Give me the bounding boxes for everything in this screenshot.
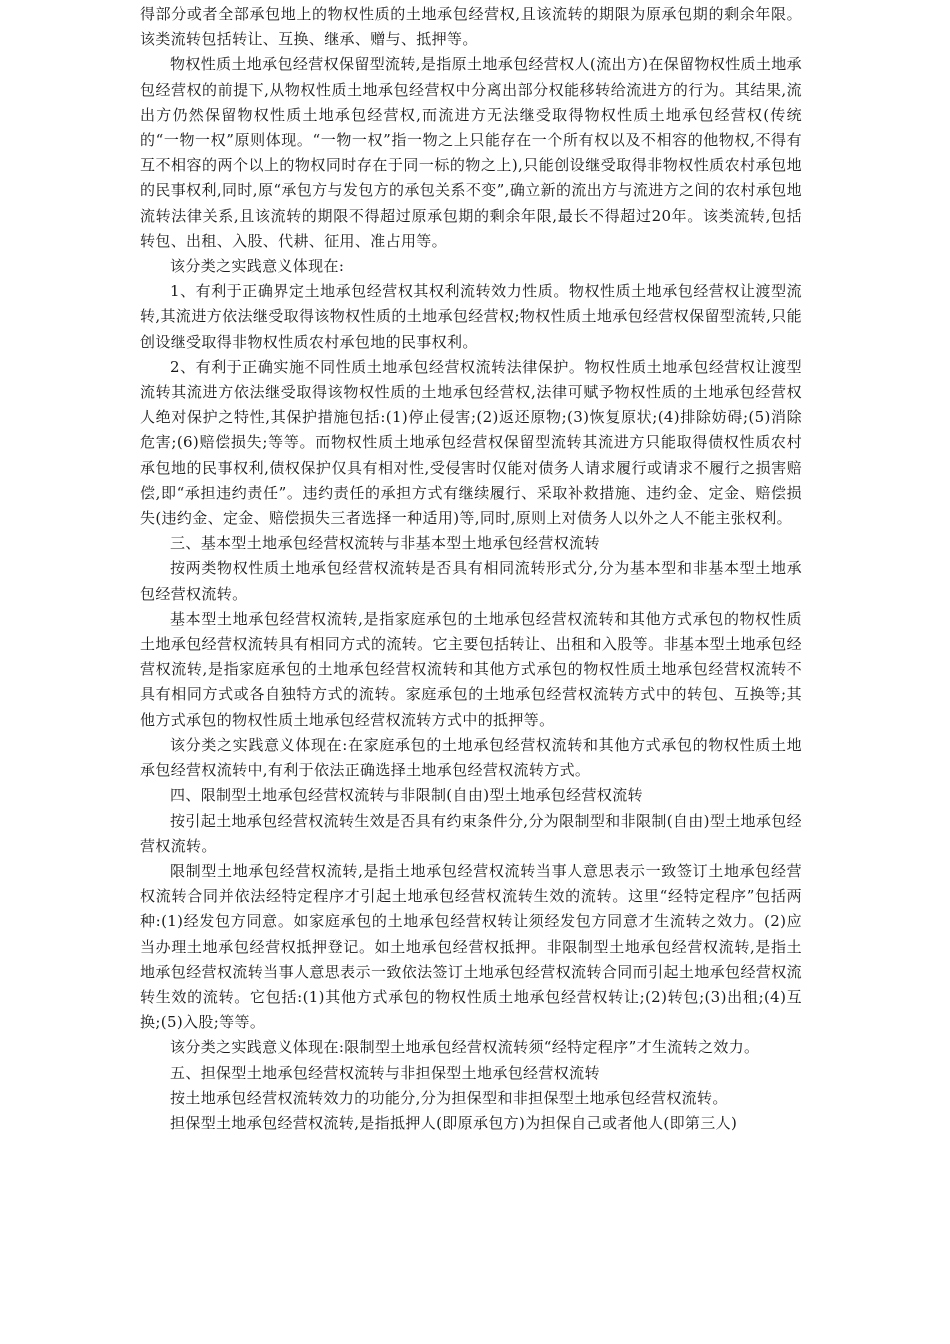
section-heading-5: 五、担保型土地承包经营权流转与非担保型土地承包经营权流转 — [170, 1063, 600, 1082]
paragraph-continuation: 得部分或者全部承包地上的物权性质的土地承包经营权,且该流转的期限为原承包期的剩余年限。该类流转包括转让、互换、继承、赠与、抵押等。 — [140, 5, 802, 49]
paragraph-guarantee-classification: 按土地承包经营权流转效力的功能分,分为担保型和非担保型土地承包经营权流转。 — [170, 1088, 728, 1107]
paragraph-significance-1: 1、有利于正确界定土地承包经营权其权利流转效力性质。物权性质土地承包经营权让渡型流转,其流进方依法继受取得该物权性质的土地承包经营权;物权性质土地承包经营权保留型流转,只能创设继受取得非物权性质农村承包地的民事权利。 — [140, 282, 802, 351]
section-heading-4: 四、限制型土地承包经营权流转与非限制(自由)型土地承包经营权流转 — [170, 786, 643, 805]
paragraph-significance-intro: 该分类之实践意义体现在: — [170, 257, 345, 276]
paragraph-restricted-classification: 按引起土地承包经营权流转生效是否具有约束条件分,分为限制型和非限制(自由)型土地承包经营权流转。 — [140, 811, 802, 855]
paragraph-basic-definition: 基本型土地承包经营权流转,是指家庭承包的土地承包经营权流转和其他方式承包的物权性质土地承包经营权流转具有相同方式的流转。它主要包括转让、出租和入股等。非基本型土地承包经营权流转,是指家庭承包的土地承包经营权流转和其他方式承包的物权性质土地承包经营权流转不具有相同方式或各自独特方式的流转。家庭承包的土地承包经营权流转方式中的转包、互换等;其他方式承包的物权性质土地承包经营权流转方式中的抵押等。 — [140, 609, 802, 729]
paragraph-guarantee-definition: 担保型土地承包经营权流转,是指抵押人(即原承包方)为担保自己或者他人(即第三人) — [170, 1113, 738, 1132]
paragraph-significance-2: 2、有利于正确实施不同性质土地承包经营权流转法律保护。物权性质土地承包经营权让渡型流转其流进方依法继受取得该物权性质的土地承包经营权,法律可赋予物权性质的土地承包经营权人绝对保护之特性,其保护措施包括:(1)停止侵害;(2)返还原物;(3)恢复原状;(4)排除妨碍;(5)消除危害;(6)赔偿损失;等等。而物权性质土地承包经营权保留型流转其流进方只能取得债权性质农村承包地的民事权利,债权保护仅具有相对性,受侵害时仅能对债务人请求履行或请求不履行之损害赔偿,即“承担违约责任”。违约责任的承担方式有继续履行、采取补救措施、违约金、定金、赔偿损失(违约金、定金、赔偿损失三者选择一种适用)等,同时,原则上对债务人以外之人不能主张权利。 — [140, 357, 802, 528]
paragraph-retention-transfer: 物权性质土地承包经营权保留型流转,是指原土地承包经营权人(流出方)在保留物权性质土地承包经营权的前提下,从物权性质土地承包经营权中分离出部分权能移转给流进方的行为。其结果,流出方仍然保留物权性质土地承包经营权,而流进方无法继受取得物权性质土地承包经营权(传统的“一物一权”原则体现。“一物一权”指一物之上只能存在一个所有权以及不相容的他物权,不得有互不相容的两个以上的物权同时存在于同一标的物之上),只能创设继受取得非物权性质农村承包地的民事权利,同时,原“承包方与发包方的承包关系不变”,确立新的流出方与流进方之间的农村承包地流转法律关系,且该流转的期限不得超过原承包期的剩余年限,最长不得超过20年。该类流转,包括转包、出租、入股、代耕、征用、准占用等。 — [140, 55, 802, 250]
paragraph-basic-classification: 按两类物权性质土地承包经营权流转是否具有相同流转形式分,分为基本型和非基本型土地承包经营权流转。 — [140, 559, 802, 603]
paragraph-restricted-significance: 该分类之实践意义体现在:限制型土地承包经营权流转须“经特定程序”才生流转之效力。 — [170, 1038, 760, 1057]
section-heading-3: 三、基本型土地承包经营权流转与非基本型土地承包经营权流转 — [170, 534, 600, 553]
paragraph-basic-significance: 该分类之实践意义体现在:在家庭承包的土地承包经营权流转和其他方式承包的物权性质土地承包经营权流转中,有利于依法正确选择土地承包经营权流转方式。 — [140, 735, 802, 780]
paragraph-restricted-definition: 限制型土地承包经营权流转,是指土地承包经营权流转当事人意思表示一致签订土地承包经营权流转合同并依法经特定程序才引起土地承包经营权流转生效的流转。这里“经特定程序”包括两种:(1)经发包方同意。如家庭承包的土地承包经营权转让须经发包方同意才生流转之效力。(2)应当办理土地承包经营权抵押登记。如土地承包经营权抵押。非限制型土地承包经营权流转,是指土地承包经营权流转当事人意思表示一致依法签订土地承包经营权流转合同而引起土地承包经营权流转生效的流转。它包括:(1)其他方式承包的物权性质土地承包经营权转让;(2)转包;(3)出租;(4)互换;(5)入股;等等。 — [140, 861, 802, 1032]
